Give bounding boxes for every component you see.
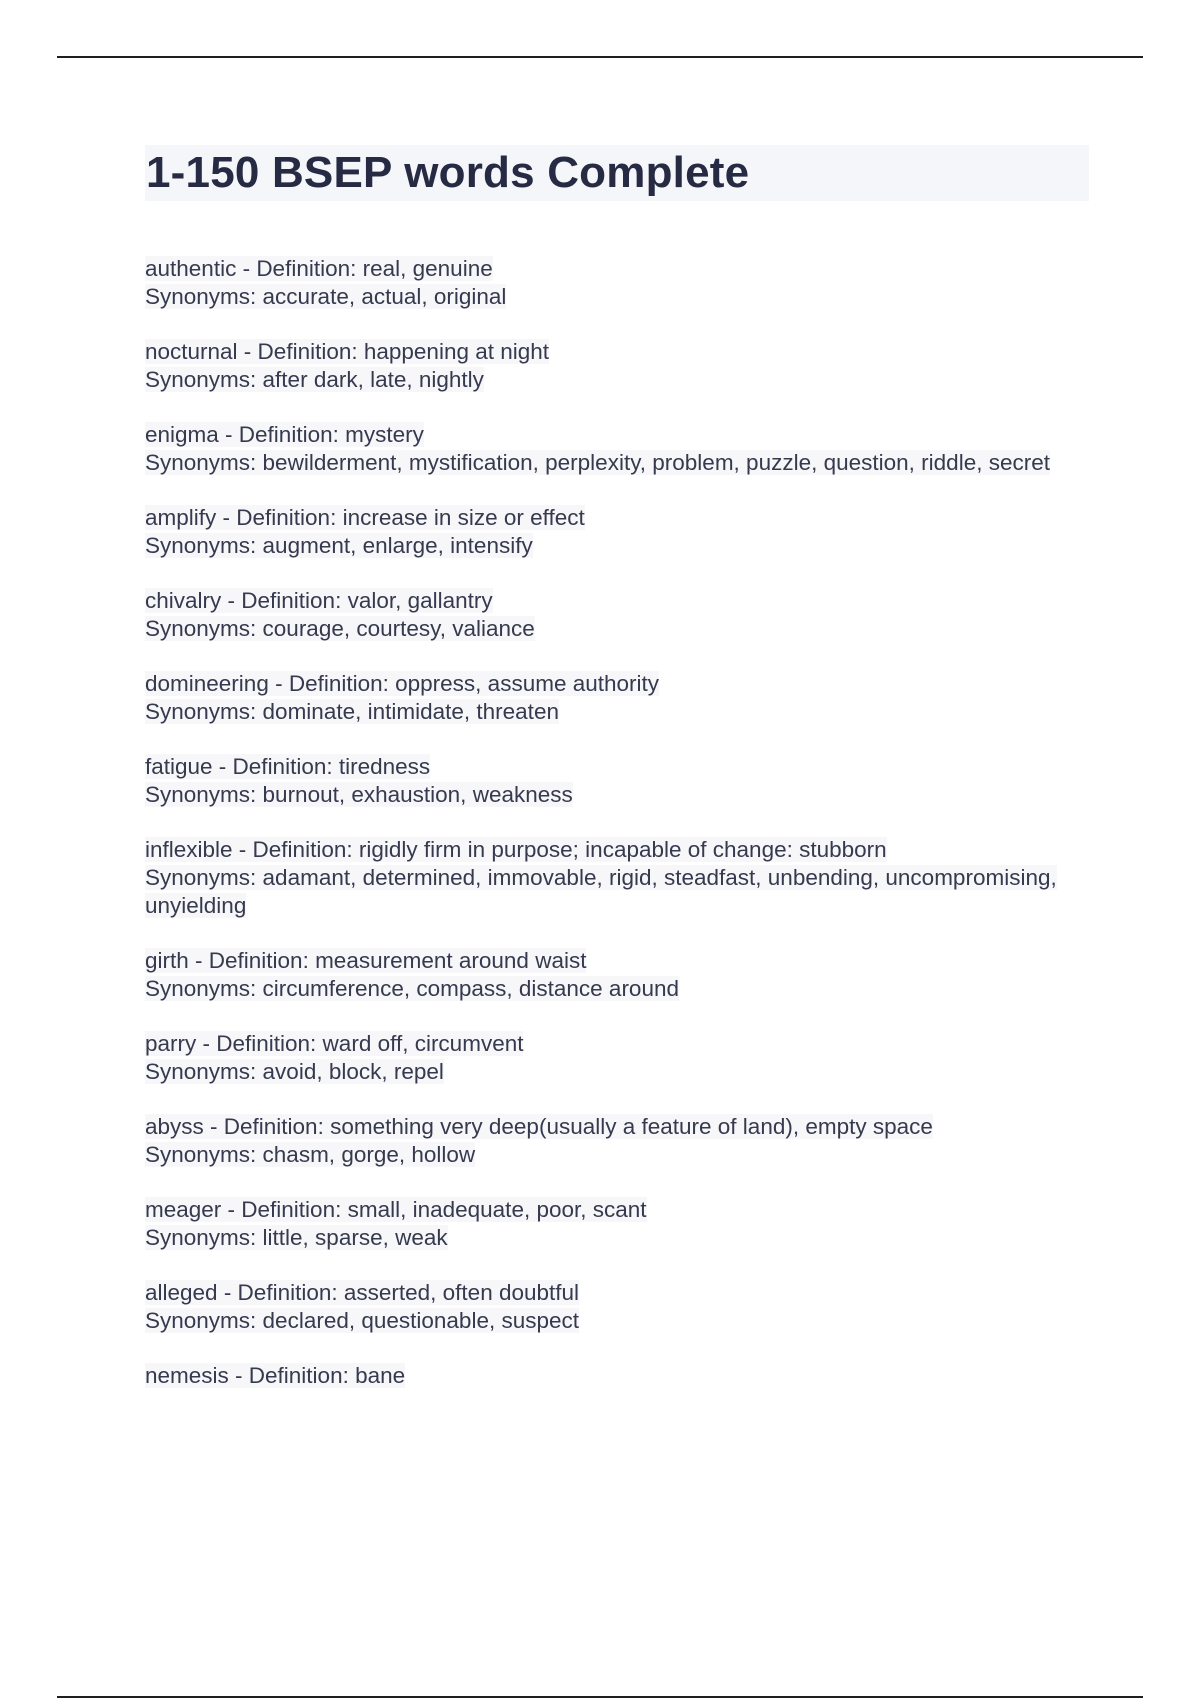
- definition-line: inflexible - Definition: rigidly firm in purpose; incapable of change: stubborn: [145, 837, 887, 862]
- top-rule: [57, 56, 1143, 58]
- synonyms-line: Synonyms: chasm, gorge, hollow: [145, 1142, 476, 1167]
- definition-line: fatigue - Definition: tiredness: [145, 754, 431, 779]
- vocab-entry-domineering: [145, 670, 1085, 726]
- vocab-entry-enigma: [145, 421, 1085, 477]
- synonyms-line: Synonyms: little, sparse, weak: [145, 1225, 448, 1250]
- vocab-entry-authentic: [145, 255, 1085, 311]
- definition-line: abyss - Definition: something very deep(usually a feature of land), empty space: [145, 1114, 933, 1139]
- synonyms-line: Synonyms: courage, courtesy, valiance: [145, 616, 535, 641]
- definition-line: meager - Definition: small, inadequate, poor, scant: [145, 1197, 647, 1222]
- definition-line: nocturnal - Definition: happening at night: [145, 339, 550, 364]
- vocab-entry-fatigue: [145, 753, 1085, 809]
- vocab-entry-amplify: [145, 504, 1085, 560]
- definition-line: parry - Definition: ward off, circumvent: [145, 1031, 524, 1056]
- synonyms-line: Synonyms: declared, questionable, suspect: [145, 1308, 580, 1333]
- vocab-entry-chivalry: [145, 587, 1085, 643]
- vocabulary-list: [145, 255, 1085, 1417]
- vocab-entry-girth: [145, 947, 1085, 1003]
- vocab-entry-alleged: [145, 1279, 1085, 1335]
- vocab-entry-nocturnal: [145, 338, 1085, 394]
- synonyms-line: Synonyms: adamant, determined, immovable, rigid, steadfast, unbending, uncompromising, unyielding: [145, 865, 1057, 918]
- synonyms-line: Synonyms: bewilderment, mystification, perplexity, problem, puzzle, question, riddle, secret: [145, 450, 1050, 475]
- synonyms-line: Synonyms: avoid, block, repel: [145, 1059, 444, 1084]
- definition-line: amplify - Definition: increase in size or effect: [145, 505, 585, 530]
- bottom-rule: [57, 1696, 1143, 1698]
- vocab-entry-inflexible: [145, 836, 1085, 920]
- definition-line: chivalry - Definition: valor, gallantry: [145, 588, 493, 613]
- synonyms-line: Synonyms: augment, enlarge, intensify: [145, 533, 533, 558]
- synonyms-line: Synonyms: dominate, intimidate, threaten: [145, 699, 559, 724]
- vocab-entry-parry: [145, 1030, 1085, 1086]
- vocab-entry-meager: [145, 1196, 1085, 1252]
- vocab-entry-abyss: [145, 1113, 1085, 1169]
- synonyms-line: Synonyms: after dark, late, nightly: [145, 367, 484, 392]
- synonyms-line: Synonyms: accurate, actual, original: [145, 284, 507, 309]
- page-title: 1-150 BSEP words Complete: [146, 148, 750, 197]
- synonyms-line: Synonyms: burnout, exhaustion, weakness: [145, 782, 573, 807]
- definition-line: enigma - Definition: mystery: [145, 422, 424, 447]
- definition-line: alleged - Definition: asserted, often doubtful: [145, 1280, 580, 1305]
- definition-line: girth - Definition: measurement around waist: [145, 948, 587, 973]
- synonyms-line: Synonyms: circumference, compass, distance around: [145, 976, 679, 1001]
- definition-line: nemesis - Definition: bane: [145, 1363, 406, 1388]
- definition-line: domineering - Definition: oppress, assume authority: [145, 671, 660, 696]
- vocab-entry-nemesis: [145, 1362, 1085, 1390]
- definition-line: authentic - Definition: real, genuine: [145, 256, 493, 281]
